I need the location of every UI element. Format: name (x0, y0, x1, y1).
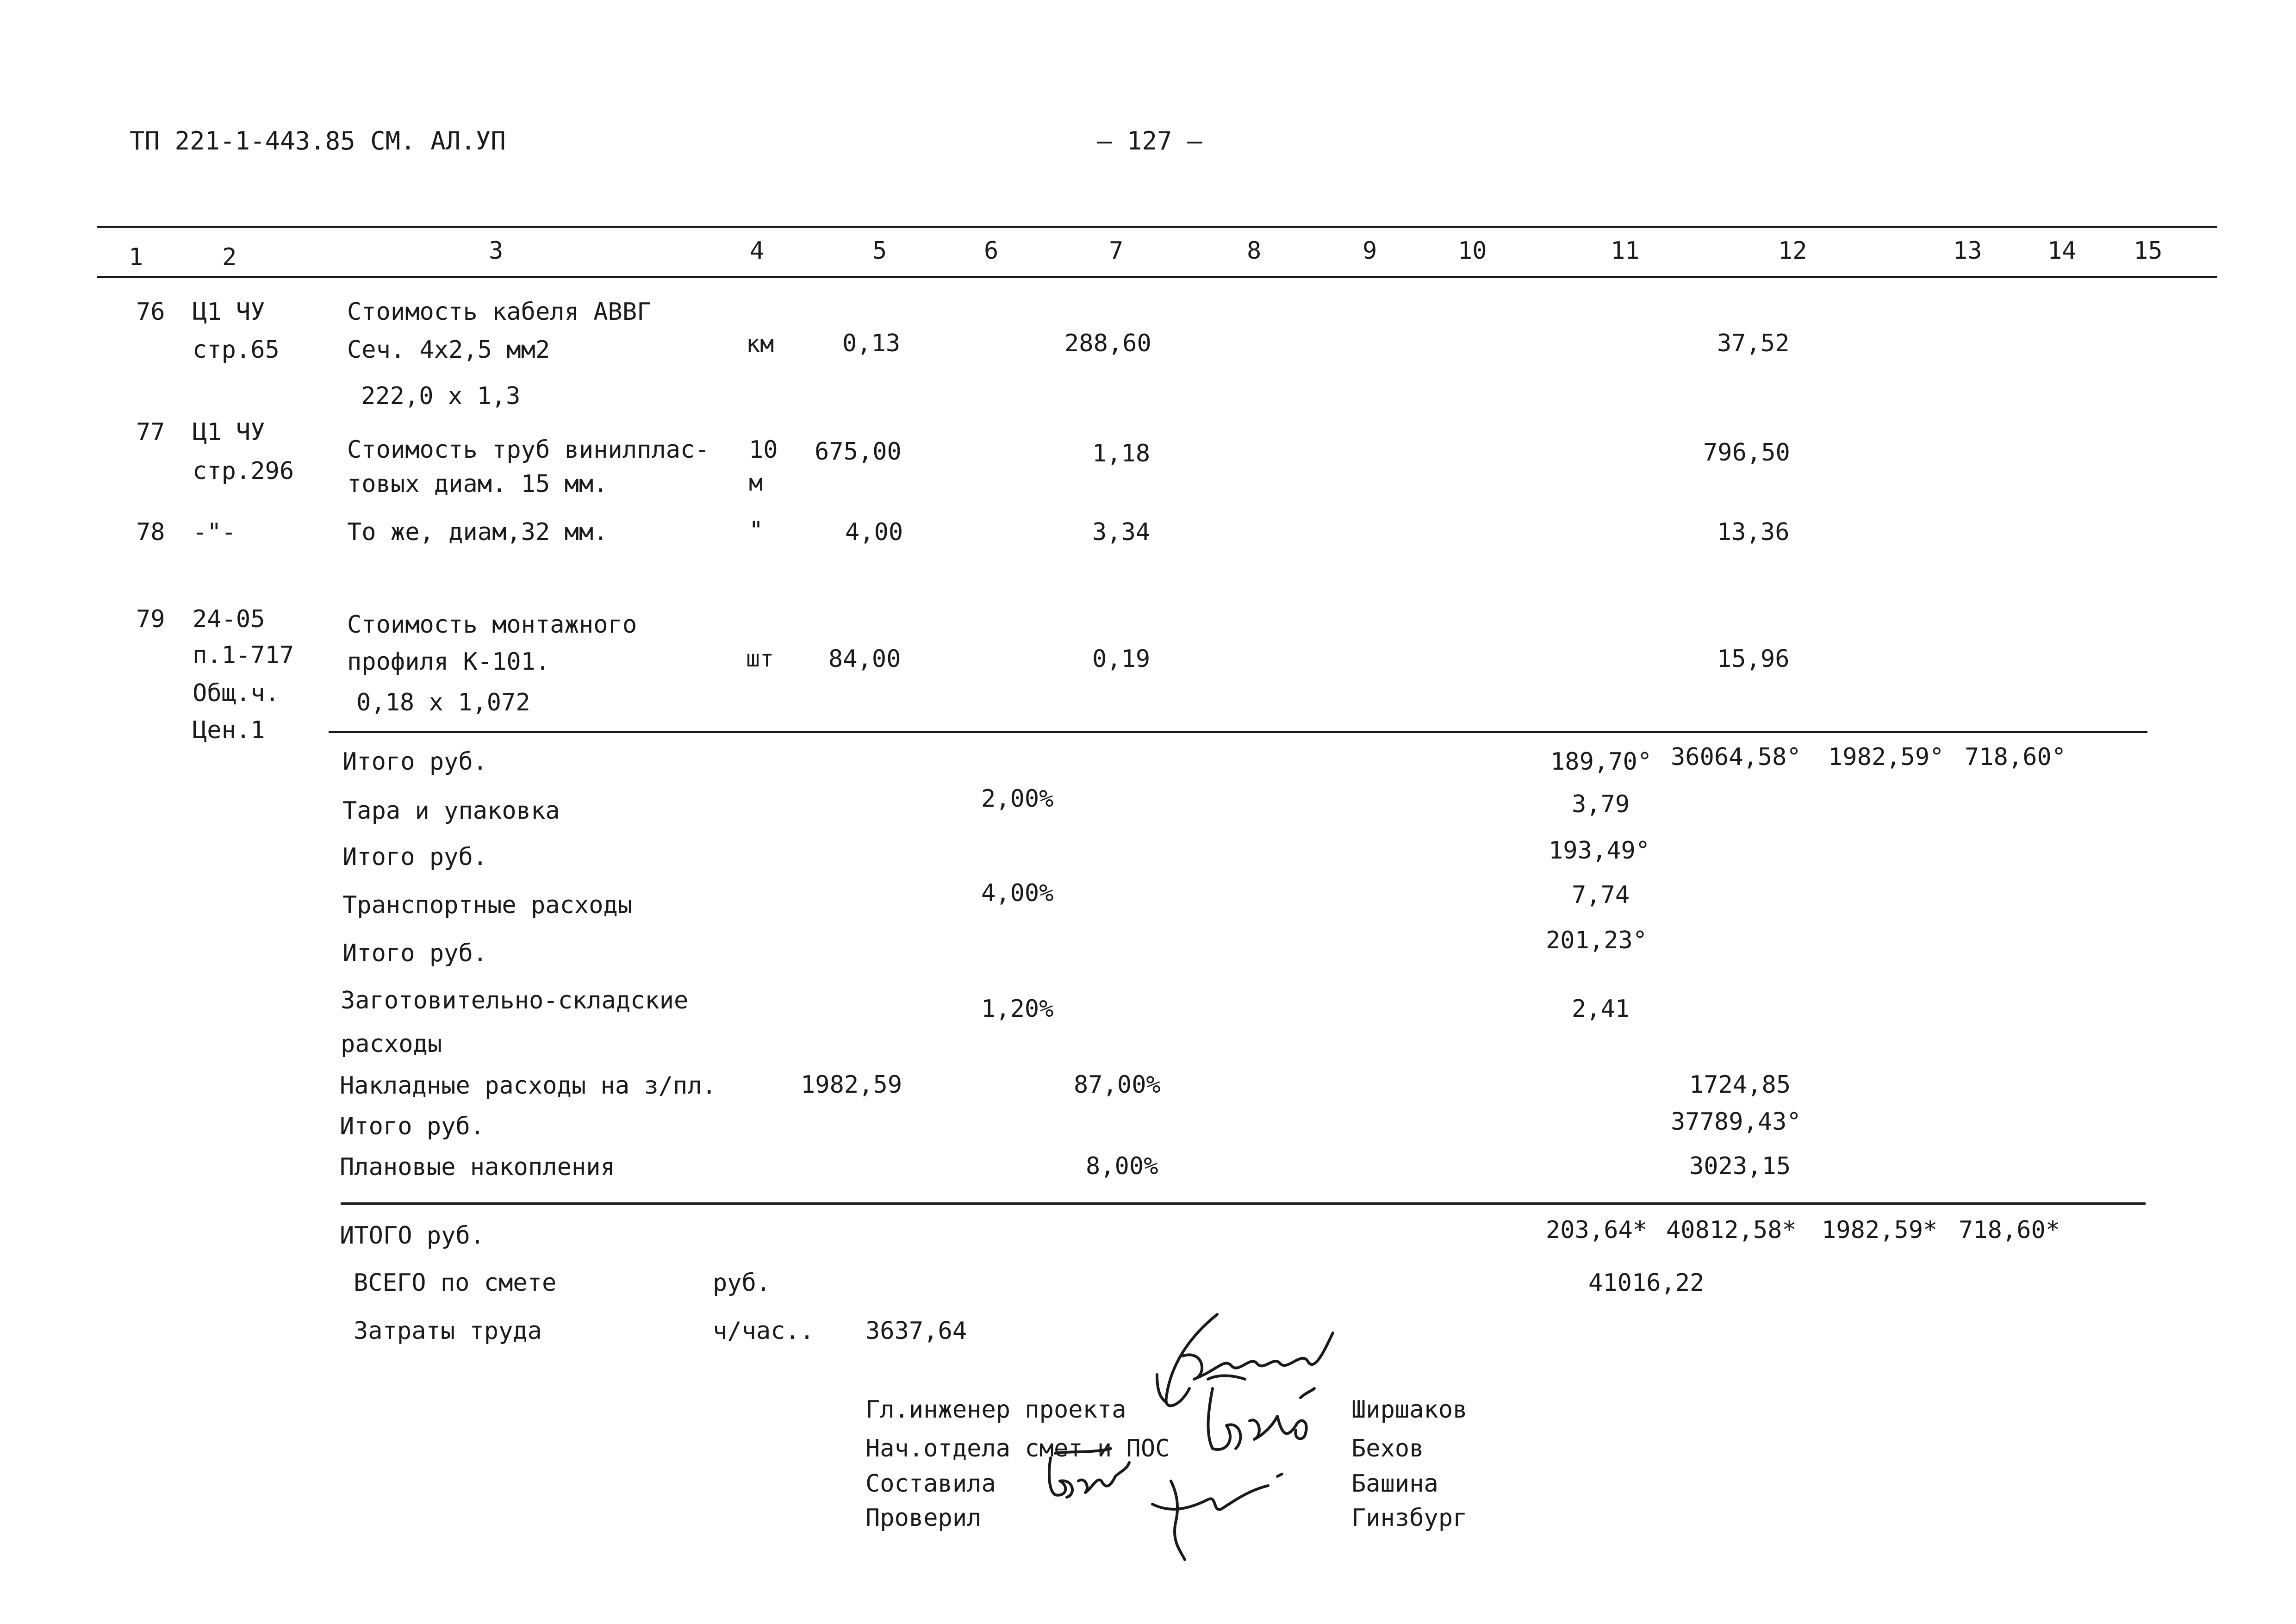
summary-percent: 8,00% (1086, 1152, 1158, 1180)
final-rule (341, 1202, 2146, 1205)
summary-rule (329, 731, 2147, 733)
col-header: 7 (1109, 237, 1124, 265)
summary-percent: 4,00% (981, 879, 1054, 907)
col-header: 11 (1611, 237, 1640, 265)
col-header: 5 (872, 237, 887, 265)
signatory-name: Ширшаков (1351, 1396, 1468, 1424)
estimate-total-unit: руб. (713, 1269, 771, 1297)
col-header: 13 (1953, 237, 1982, 265)
grand-total-col12: 40812,58* (1666, 1216, 1797, 1244)
item-description: Стоимость кабеля АВВГ (347, 298, 652, 326)
item-description: товых диам. 15 мм. (347, 470, 608, 498)
summary-col11: 3,79 (1572, 790, 1630, 818)
item-unit: " (749, 516, 764, 544)
item-unit: км (746, 330, 774, 357)
grand-total-col13: 1982,59* (1822, 1216, 1938, 1244)
item-quantity: 4,00 (845, 518, 903, 546)
price-reference: стр.296 (193, 457, 294, 485)
signatory-role: Составила (865, 1470, 996, 1498)
summary-label: Тара и упаковка (342, 797, 560, 825)
price-reference: п.1-717 (193, 641, 294, 669)
item-unit-price: 3,34 (1092, 518, 1151, 546)
labor-cost-value: 3637,64 (865, 1317, 967, 1345)
price-reference: -"- (193, 518, 236, 546)
item-unit: 10 (749, 436, 778, 464)
col-header: 4 (750, 237, 765, 265)
signatory-name: Гинзбург (1351, 1504, 1468, 1532)
summary-label: расходы (341, 1030, 442, 1058)
price-reference: Ц1 ЧУ (193, 418, 265, 446)
price-reference: стр.65 (193, 336, 280, 364)
summary-label: Итого руб. (342, 940, 488, 967)
summary-percent: 2,00% (981, 785, 1054, 813)
item-unit-price: 288,60 (1064, 330, 1151, 357)
item-quantity: 84,00 (828, 645, 901, 673)
summary-label: Транспортные расходы (342, 891, 633, 919)
summary-col11: 189,70° (1550, 748, 1652, 776)
item-quantity: 675,00 (815, 438, 902, 466)
col-header: 8 (1247, 237, 1262, 265)
summary-label: Итого руб. (342, 748, 488, 776)
row-number: 77 (136, 418, 165, 446)
price-reference: Общ.ч. (193, 679, 280, 707)
item-total: 13,36 (1717, 518, 1790, 546)
row-number: 79 (136, 605, 165, 633)
col-header: 3 (489, 237, 504, 265)
col-header: 9 (1363, 237, 1377, 265)
price-reference: 24-05 (193, 605, 265, 633)
table-header-rule (97, 276, 2217, 278)
col-header: 1 (129, 243, 143, 271)
item-description: Стоимость труб винилплас- (347, 436, 709, 464)
summary-percent: 1,20% (981, 995, 1054, 1023)
signatory-name: Башина (1351, 1470, 1438, 1498)
grand-total-col14: 718,60* (1959, 1216, 2060, 1244)
signatory-name: Бехов (1351, 1435, 1424, 1462)
item-description: Сеч. 4х2,5 мм2 (347, 336, 550, 364)
summary-label: Накладные расходы на з/пл. (340, 1072, 716, 1100)
summary-label: Плановые накопления (340, 1153, 615, 1181)
price-reference: Цен.1 (193, 716, 265, 744)
summary-col12: 37789,43° (1671, 1108, 1801, 1136)
item-formula: 222,0 х 1,3 (361, 382, 521, 410)
item-unit-price: 0,19 (1092, 645, 1151, 673)
item-quantity: 0,13 (842, 330, 901, 357)
item-total: 15,96 (1717, 645, 1790, 673)
price-reference: Ц1 ЧУ (193, 298, 265, 326)
item-description: профиля К-101. (347, 648, 550, 676)
summary-base: 1982,59 (801, 1071, 902, 1099)
document-code: ТП 221-1-443.85 СМ. АЛ.УП (130, 126, 506, 156)
table-top-rule (97, 226, 2217, 228)
summary-col12: 3023,15 (1689, 1152, 1791, 1180)
item-formula: 0,18 х 1,072 (356, 689, 530, 716)
summary-label: Итого руб. (340, 1113, 485, 1140)
summary-col12: 1724,85 (1689, 1071, 1791, 1099)
summary-col11: 201,23° (1546, 927, 1648, 954)
row-number: 78 (136, 518, 165, 546)
col-header: 12 (1778, 237, 1807, 265)
col-header: 14 (2047, 237, 2077, 265)
grand-total-col11: 203,64* (1546, 1216, 1648, 1244)
signatory-role: Нач.отдела смет и ПОС (865, 1435, 1170, 1462)
col-header: 10 (1458, 237, 1487, 265)
handwritten-signature (1041, 1444, 1134, 1509)
handwritten-signature (1194, 1370, 1333, 1472)
item-description: Стоимость монтажного (347, 611, 637, 639)
summary-col11: 7,74 (1572, 881, 1630, 909)
summary-col13: 1982,59° (1828, 743, 1944, 771)
col-header: 15 (2134, 237, 2163, 265)
grand-total-label: ИТОГО руб. (340, 1222, 485, 1250)
summary-percent: 87,00% (1074, 1071, 1161, 1099)
item-unit-price: 1,18 (1092, 440, 1151, 467)
item-unit: шт (746, 645, 774, 672)
summary-col11: 193,49° (1549, 837, 1650, 865)
summary-label: Итого руб. (342, 843, 488, 871)
signatory-role: Гл.инженер проекта (865, 1396, 1126, 1424)
page-number: – 127 – (1097, 126, 1202, 156)
labor-cost-label: Затраты труда (354, 1317, 542, 1345)
item-description: То же, диам,32 мм. (347, 518, 608, 546)
labor-cost-unit: ч/час.. (713, 1317, 815, 1345)
summary-col11: 2,41 (1572, 995, 1630, 1023)
estimate-total-value: 41016,22 (1588, 1269, 1705, 1297)
estimate-total-label: ВСЕГО по смете (354, 1269, 557, 1297)
signatory-role: Проверил (865, 1504, 982, 1532)
item-unit: м (749, 469, 763, 496)
summary-col14: 718,60° (1965, 743, 2066, 771)
row-number: 76 (136, 298, 165, 326)
summary-col12: 36064,58° (1671, 743, 1801, 771)
summary-label: Заготовительно-складские (341, 987, 689, 1014)
item-total: 796,50 (1703, 439, 1790, 467)
col-header: 2 (222, 243, 237, 271)
item-total: 37,52 (1717, 330, 1790, 357)
handwritten-signature (1143, 1472, 1300, 1564)
col-header: 6 (984, 237, 999, 265)
